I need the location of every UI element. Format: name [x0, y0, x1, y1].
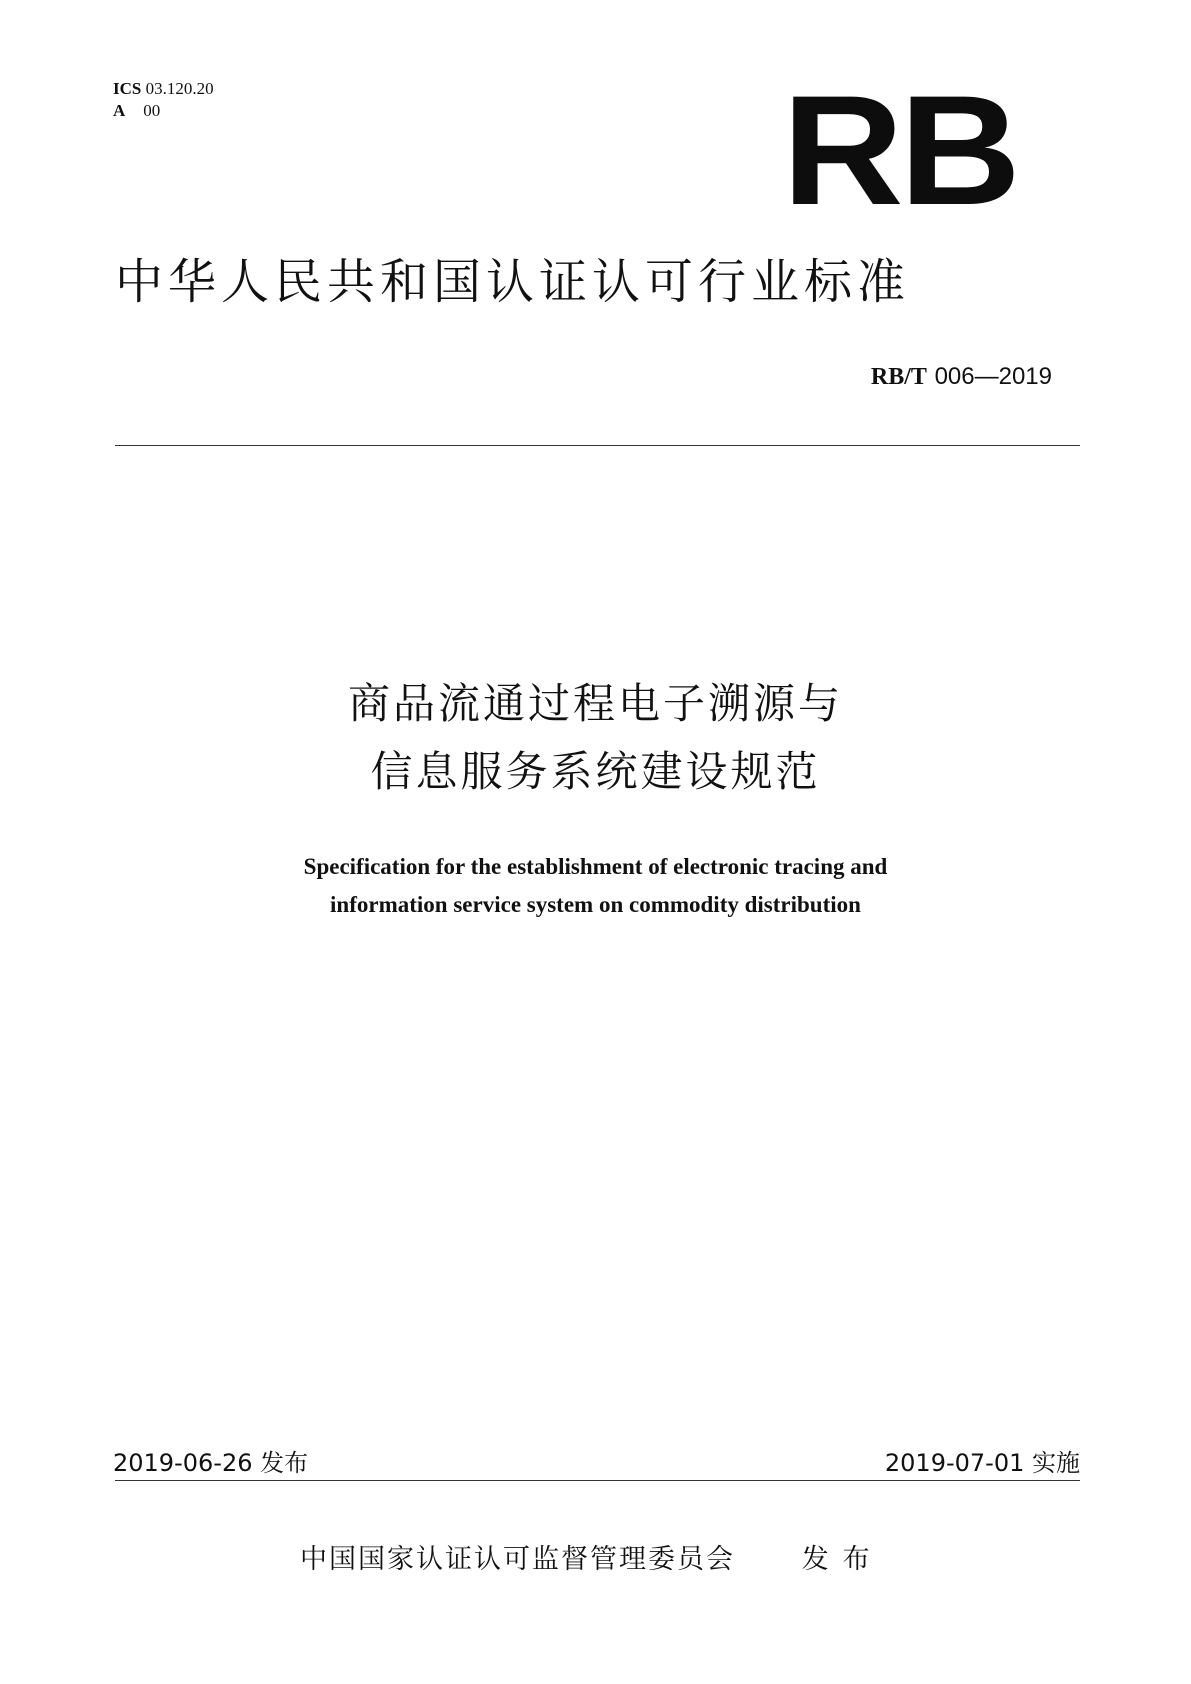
issue-date: 2019-06-26 发布	[113, 1449, 309, 1477]
top-divider	[115, 445, 1080, 446]
ics-row	[113, 78, 214, 100]
standard-code-prefix: RB/T	[870, 364, 927, 390]
english-title-line-1: Specification for the establishment of electronic tracing and	[303, 854, 888, 879]
ics-value: 03.120.20	[145, 79, 214, 98]
standard-type-heading: 中华人民共和国认证认可行业标准	[115, 254, 911, 310]
ccs-value: 00	[143, 101, 161, 120]
issuer-action: 发布	[801, 1544, 884, 1575]
bottom-divider	[115, 1480, 1080, 1481]
chinese-title-line-1: 商品流通过程电子溯源与	[347, 679, 843, 728]
implementation-date: 2019-07-01 实施	[884, 1449, 1080, 1477]
issuer-line	[300, 1537, 884, 1576]
standard-code-number: 006—2019	[934, 363, 1052, 390]
english-title-line-2: information service system on commodity distribution	[330, 892, 861, 917]
standard-code	[871, 362, 1052, 391]
ccs-row	[113, 100, 214, 122]
chinese-title	[0, 670, 1191, 806]
issuer-name: 中国国家认证认可监督管理委员会	[300, 1544, 735, 1575]
ics-label: ICS	[113, 79, 142, 98]
chinese-title-line-2: 信息服务系统建设规范	[370, 747, 821, 796]
classification-block	[113, 78, 214, 122]
english-title	[0, 848, 1191, 924]
rb-logo: RB	[782, 64, 1017, 238]
ccs-label: A	[113, 101, 126, 120]
